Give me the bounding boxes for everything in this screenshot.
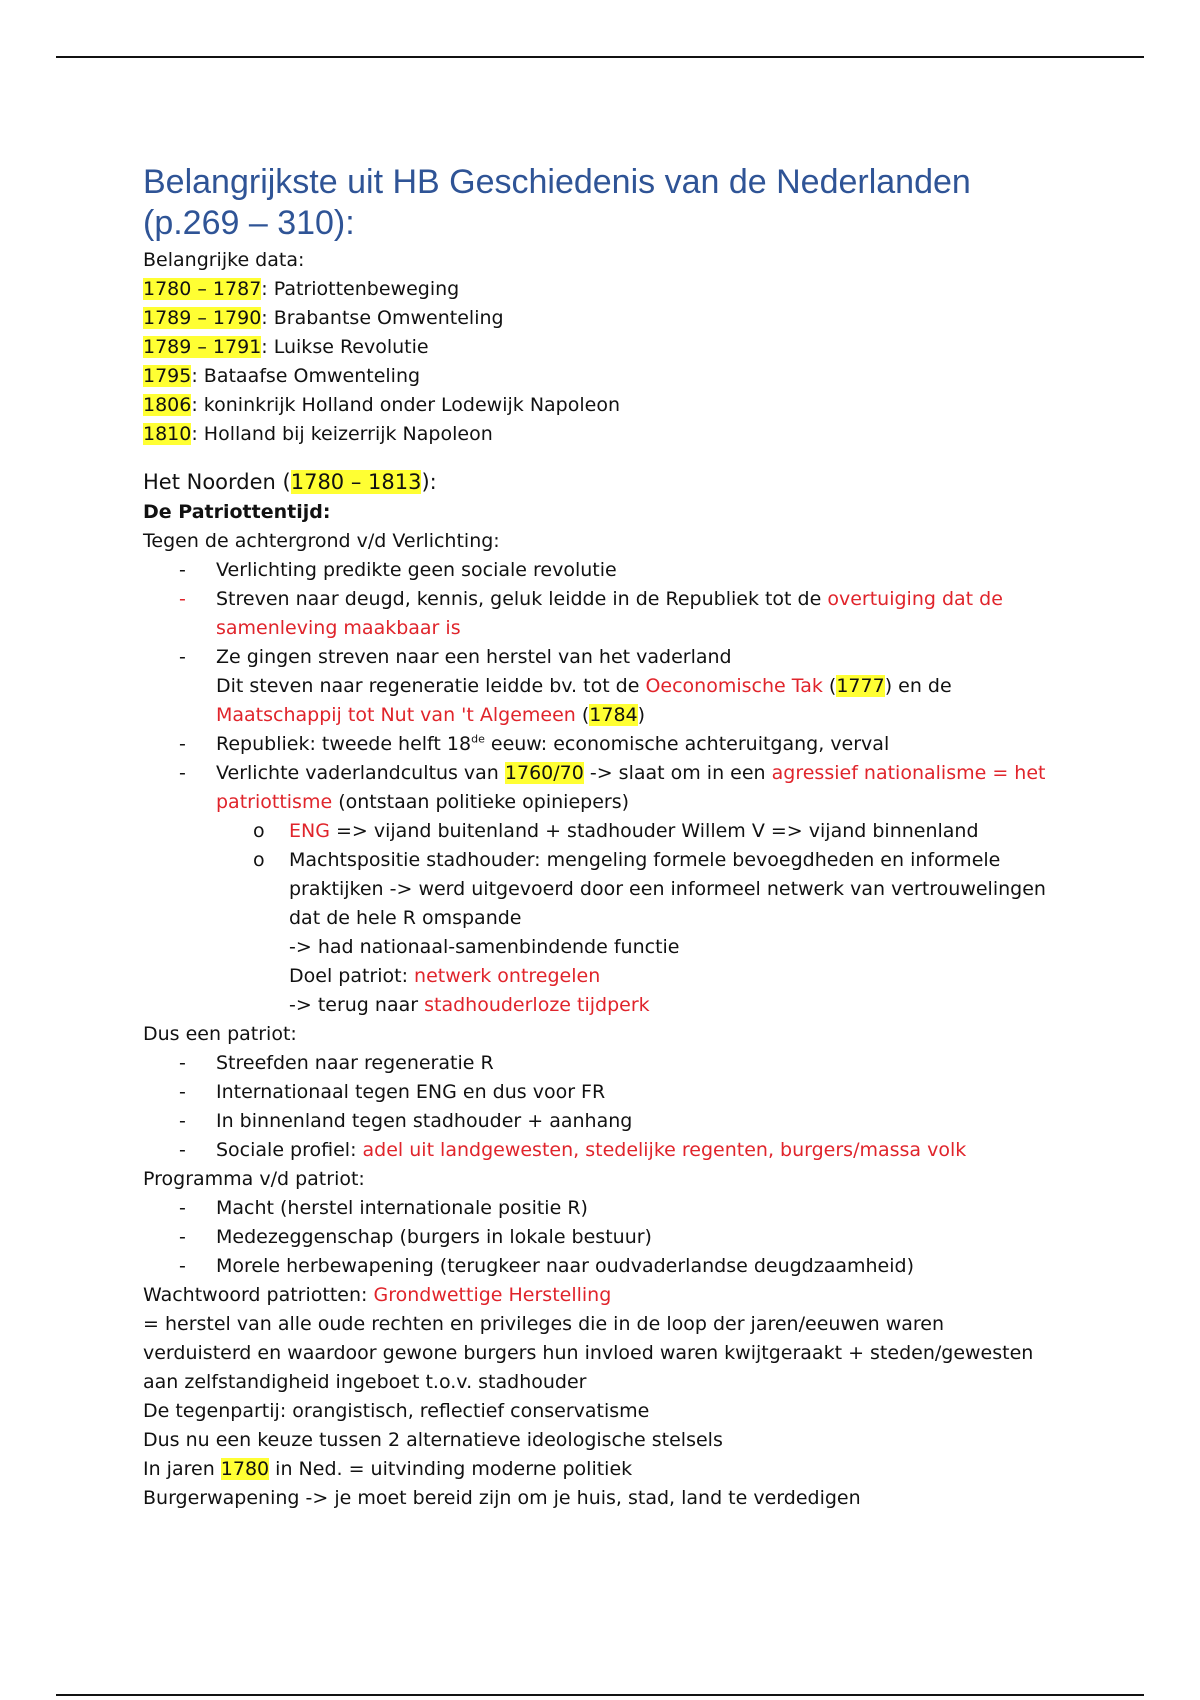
date-range: 1810 <box>143 423 192 445</box>
dash-bullet: - <box>179 1226 186 1248</box>
dash-bullet: - <box>179 1139 186 1161</box>
tegenpartij-line: De tegenpartij: orangistisch, reflectief conservatisme <box>143 1400 650 1422</box>
dash-bullet: - <box>179 762 186 784</box>
list-item: - Ze gingen streven naar een herstel van het vaderland <box>143 643 1053 672</box>
list-item: - Republiek: tweede helft 18de eeuw: economische achteruitgang, verval <box>143 730 1053 759</box>
keuze-line: Dus nu een keuze tussen 2 alternatieve ideologische stelsels <box>143 1429 723 1451</box>
document-body <box>143 162 1053 1513</box>
programma-heading: Programma v/d patriot: <box>143 1168 365 1190</box>
date-line: 1806: koninkrijk Holland onder Lodewijk Napoleon <box>143 394 620 416</box>
subheading: De Patriottentijd: <box>143 501 331 523</box>
header-rule <box>56 56 1144 58</box>
dash-bullet: - <box>179 559 186 581</box>
date-line: 1789 – 1791: Luikse Revolutie <box>143 336 429 358</box>
sub-list-continuation: -> terug naar stadhouderloze tijdperk <box>289 994 650 1016</box>
date-line: 1810: Holland bij keizerrijk Napoleon <box>143 423 493 445</box>
sub-list-item: o ENG => vijand buitenland + stadhouder Willem V => vijand binnenland <box>143 817 1053 846</box>
date-line: 1789 – 1790: Brabantse Omwenteling <box>143 307 504 329</box>
list-item: - Sociale profiel: adel uit landgewesten, stedelijke regenten, burgers/massa volk <box>143 1136 1053 1165</box>
dash-bullet: - <box>179 733 186 755</box>
date-range: 1806 <box>143 394 192 416</box>
jaren-line: In jaren 1780 in Ned. = uitvinding moderne politiek <box>143 1458 633 1480</box>
list-item: - Streefden naar regeneratie R <box>143 1049 1053 1078</box>
list-item: - Internationaal tegen ENG en dus voor FR <box>143 1078 1053 1107</box>
o-bullet: o <box>253 849 265 871</box>
list-item: - Macht (herstel internationale positie R) <box>143 1194 1053 1223</box>
date-range: 1789 – 1790 <box>143 307 262 329</box>
footer-rule <box>56 1694 1144 1696</box>
page-title: Belangrijkste uit HB Geschiedenis van de Nederlanden (p.269 – 310): <box>143 163 971 242</box>
dash-bullet: - <box>179 1197 186 1219</box>
date-line: 1780 – 1787: Patriottenbeweging <box>143 278 460 300</box>
list-item: - Streven naar deugd, kennis, geluk leidde in de Republiek tot de overtuiging dat de samenleving maakbaar is <box>143 585 1053 643</box>
patriot-heading: Dus een patriot: <box>143 1023 297 1045</box>
list-item: - Verlichting predikte geen sociale revolutie <box>143 556 1053 585</box>
intro-line: Tegen de achtergrond v/d Verlichting: <box>143 530 500 552</box>
list-item: - In binnenland tegen stadhouder + aanhang <box>143 1107 1053 1136</box>
dash-bullet: - <box>179 1255 186 1277</box>
sub-list-continuation: Doel patriot: netwerk ontregelen <box>289 965 601 987</box>
dash-bullet: - <box>179 1110 186 1132</box>
dash-bullet: - <box>179 588 186 610</box>
list-item: - Morele herbewapening (terugkeer naar oudvaderlandse deugdzaamheid) <box>143 1252 1053 1281</box>
date-range: 1795 <box>143 365 192 387</box>
list-item: - Medezeggenschap (burgers in lokale bestuur) <box>143 1223 1053 1252</box>
date-range: 1789 – 1791 <box>143 336 262 358</box>
date-line: 1795: Bataafse Omwenteling <box>143 365 421 387</box>
list-item-continuation: Dit steven naar regeneratie leidde bv. tot de Oeconomische Tak (1777) en de Maatschappij tot Nut van 't Algemeen (1784) <box>216 675 952 726</box>
dash-bullet: - <box>179 1081 186 1103</box>
o-bullet: o <box>253 820 265 842</box>
section-heading: Het Noorden (1780 – 1813): <box>143 470 437 494</box>
date-range: 1780 – 1787 <box>143 278 262 300</box>
wachtwoord-line: Wachtwoord patriotten: Grondwettige Herstelling <box>143 1284 612 1306</box>
sub-list-item: o Machtspositie stadhouder: mengeling formele bevoegdheden en informele praktijken -> werd uitgevoerd door een informeel netwerk van vertrouwelingen dat de hele R omspande <box>143 846 1053 933</box>
dash-bullet: - <box>179 1052 186 1074</box>
sub-list-continuation: -> had nationaal-samenbindende functie <box>289 936 680 958</box>
herstel-paragraph: = herstel van alle oude rechten en privileges die in de loop der jaren/eeuwen waren verduisterd en waardoor gewone burgers hun invloed waren kwijtgeraakt + steden/gewesten aan zelfstandigheid ingeboet t.o.v. stadhouder <box>143 1313 1034 1393</box>
burgerwapening-line: Burgerwapening -> je moet bereid zijn om je huis, stad, land te verdedigen <box>143 1487 861 1509</box>
dates-heading: Belangrijke data: <box>143 249 305 271</box>
list-item: - Verlichte vaderlandcultus van 1760/70 -> slaat om in een agressief nationalisme = het patriottisme (ontstaan politieke opiniepers) <box>143 759 1053 817</box>
dash-bullet: - <box>179 646 186 668</box>
